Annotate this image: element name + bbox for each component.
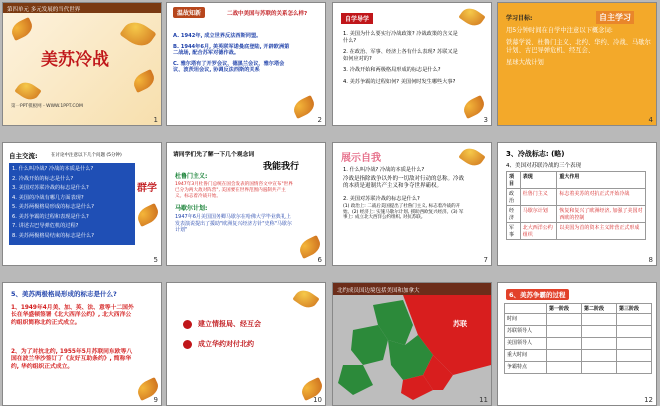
question-line: 3. 美国对苏联冷战的标志是什么?	[12, 185, 89, 191]
slide-title: 美苏冷战	[41, 50, 109, 70]
leaf-icon	[458, 144, 485, 170]
slide-12[interactable]	[497, 282, 657, 406]
leaf-icon	[458, 4, 485, 30]
answer-line: 冷战是指除战争以外的一切敌对行动的总称。冷战的本质是遏制共产主义和争夺世界霸权。	[343, 175, 465, 189]
content-line: C. 雅尔塔有了开罗会议、德黑兰会议、雅尔塔会议、波茨坦会议, 协调反法西斯的关系	[173, 60, 285, 73]
table-cell: 以美国为首的资本主义阵营正式形成	[557, 223, 646, 240]
slide-number: 7	[483, 256, 488, 264]
answer-line: (1) 政治上: 二战后美国提出了杜鲁门主义, 标志着冷战的开始。(2) 经济上: 实施马歇尔计划, 援助西欧复兴经济。(3) 军事上: 成立北大西洋公约组织, 对抗苏联。	[343, 204, 464, 221]
term-label: 杜鲁门主义:	[175, 173, 208, 180]
slide-heading: 3、冷战标志: (略)	[506, 150, 565, 158]
table-header: 重大作用	[557, 172, 646, 189]
table-row	[505, 350, 652, 362]
table-cell: 军事	[507, 223, 521, 240]
table-header: 第三阶段	[616, 304, 651, 314]
table-row	[505, 362, 652, 374]
objective-line: 用5分钟时间在自学中注意以下概念词:	[506, 27, 613, 34]
question-line: 4. 美苏争霸的过程如何? 美国何时发生哪些大事?	[343, 78, 456, 85]
question-line: 1. 美国为什么要实行冷战政策? 冷战政策的含义是什么?	[343, 31, 458, 44]
table-row	[507, 223, 646, 240]
term-definition: 1947年6月美国国务卿马歇尔在哈佛大学毕业典礼上发表演说提出了援助"欧洲复兴经济方针"史称"马歇尔计划"	[175, 214, 292, 234]
slide-1[interactable]	[2, 2, 162, 126]
table-cell: 杜鲁门主义	[520, 189, 557, 206]
slide-heading: 请同学们先了解一下几个观念词	[173, 152, 255, 158]
tag-label: 学习目标:	[506, 15, 533, 22]
table-header: 第二阶段	[581, 304, 616, 314]
slide-number: 12	[644, 396, 653, 404]
slide-10[interactable]	[166, 282, 326, 406]
slide-3[interactable]	[332, 2, 492, 126]
slide-number: 3	[483, 116, 488, 124]
bullet-icon	[183, 320, 192, 329]
list-item-label: 成立华约对付北约	[198, 340, 254, 348]
slide-11[interactable]	[332, 282, 492, 406]
term-definition: 1947年3月杜鲁门总统在国会发表的国情咨文中宣布"世界已分为两大敌对阵营", 美国要在世界范围内遏制共产主义。标志着冷战开始。	[175, 182, 293, 199]
table-cell: 重大时间	[505, 350, 547, 362]
table-row	[505, 338, 652, 350]
table-row	[507, 206, 646, 223]
table-cell: 苏联领导人	[505, 326, 547, 338]
table-header	[505, 304, 547, 314]
leaf-icon	[135, 203, 162, 227]
tag-label: 温故知新	[173, 7, 205, 18]
list-item	[183, 339, 254, 349]
content-line: B. 1944年6月, 美英联军诺曼底登陆, 开辟欧洲第二战场, 配合苏军对德作战。	[173, 43, 290, 56]
slide-number: 1	[153, 116, 158, 124]
question-line: 1. 什么叫冷战? 冷战的本质是什么?	[12, 166, 94, 172]
leaf-icon	[291, 95, 318, 119]
question-panel	[9, 163, 135, 245]
table-row	[505, 326, 652, 338]
table-cell: 经济	[507, 206, 521, 223]
table-cell: 北大西洋公约组织	[520, 223, 557, 240]
question-line: 5. 美苏两极格局形成的标志是什么?	[12, 204, 94, 210]
table-cell: 恢复和复兴了欧洲经济, 加强了美国对西欧的控制	[557, 206, 646, 223]
slide-subheading: 在讨论中注意以下几个问题 (5分钟)	[51, 153, 122, 158]
slide-title: 展示自我	[341, 153, 381, 164]
term-label: 马歇尔计划:	[175, 205, 208, 213]
question-line: 2. 冷战开始的标志是什么?	[12, 175, 74, 182]
table-cell: 时间	[505, 314, 547, 326]
table-header: 第一阶段	[546, 304, 581, 314]
slide-4[interactable]	[497, 2, 657, 126]
map-title: 北约成员国边境包括美国和加拿大	[333, 283, 491, 295]
slide-number: 11	[479, 396, 488, 404]
objective-line: 铁幕学说、杜鲁门主义、北约、华约、冷战、马歇尔计划、古巴导弹危机、经互会、	[506, 39, 651, 54]
slide-number: 6	[317, 256, 322, 264]
slide-number: 5	[153, 256, 158, 264]
table-cell: 政治	[507, 189, 521, 206]
bullet-icon	[183, 340, 192, 349]
question-line: 1. 什么叫冷战? 冷战的本质是什么?	[343, 167, 425, 173]
map-label: 苏联	[453, 320, 467, 328]
table-header: 表现	[520, 172, 557, 189]
slide-heading: 自主交流:	[9, 152, 38, 160]
slide-5[interactable]	[2, 142, 162, 266]
self-study-badge: 自主学习	[596, 11, 634, 24]
slide-9[interactable]	[2, 282, 162, 406]
content-paragraph: 2、为了对抗北约, 1955年5月苏联同东欧等八国在波兰华沙签订了《友好互助条约》, 简称华约, 华约组织正式成立。	[11, 349, 133, 370]
slide-subheading: 4、美国对苏联冷战的三个表现	[506, 163, 582, 169]
content-paragraph: 1、1949年4月美、加、英、法、意等十二国外长在华盛顿签署《北大西洋公约》, 北大西洋公约组织简称北约正式成立。	[11, 305, 134, 326]
slide-header: 第四单元 多元发展的当代世界	[3, 3, 161, 13]
slide-6[interactable]	[166, 142, 326, 266]
list-item	[183, 319, 261, 329]
objective-line: 星球大战计划	[506, 59, 544, 66]
slide-heading: 6、美苏争霸的过程	[506, 289, 569, 300]
question-line: 3. 冷战开始和两极格局形成的标志是什么?	[343, 67, 441, 73]
tag-label: 自学导学	[341, 13, 373, 24]
slide-7[interactable]	[332, 142, 492, 266]
slide-big-text: 我能我行	[263, 162, 300, 172]
question-line: 7. 讲述古巴导弹危机的过程?	[12, 223, 79, 229]
group-study-badge: 群学	[137, 183, 157, 194]
slide-number: 4	[648, 116, 653, 124]
presentation-table	[506, 171, 646, 240]
table-cell: 标志着美苏的对抗正式开始冷战	[557, 189, 646, 206]
content-line: A. 1942年, 成立世界反法西斯同盟。	[173, 33, 262, 39]
question-line: 8. 美苏两极格局结束的标志是什么?	[12, 232, 94, 239]
slide-number: 10	[313, 396, 322, 404]
table-cell: 美国领导人	[505, 338, 547, 350]
slide-8[interactable]	[497, 142, 657, 266]
europe-map	[333, 295, 491, 405]
question-line: 2. 在政治、军事、经济上各有什么表现? 苏联又是如何应对的?	[343, 49, 458, 62]
leaf-icon	[292, 286, 319, 312]
table-cell: 争霸特点	[505, 362, 547, 374]
question-line: 6. 美苏争霸的过程和表现是什么?	[12, 213, 89, 220]
list-item-label: 建立情报局、经互会	[198, 320, 261, 328]
slide-heading: 二战中美国与苏联的关系怎么样?	[227, 11, 308, 17]
slide-number: 8	[648, 256, 653, 264]
table-row	[507, 189, 646, 206]
slide-number: 9	[153, 396, 158, 404]
slide-number: 2	[317, 116, 322, 124]
table-header: 项目	[507, 172, 521, 189]
slide-heading: 5、美苏两极格局形成的标志是什么?	[11, 290, 117, 298]
question-line: 4. 美国的冷战有哪几方面表现?	[12, 194, 84, 201]
slide-footer: 第一PPT模板网 - WWW.1PPT.COM	[11, 104, 83, 109]
table-cell: 马歇尔计划	[520, 206, 557, 223]
presentation-table	[504, 303, 652, 374]
table-row	[505, 314, 652, 326]
slide-2[interactable]	[166, 2, 326, 126]
question-line: 2. 美国对苏联冷战的标志是什么?	[343, 195, 420, 202]
